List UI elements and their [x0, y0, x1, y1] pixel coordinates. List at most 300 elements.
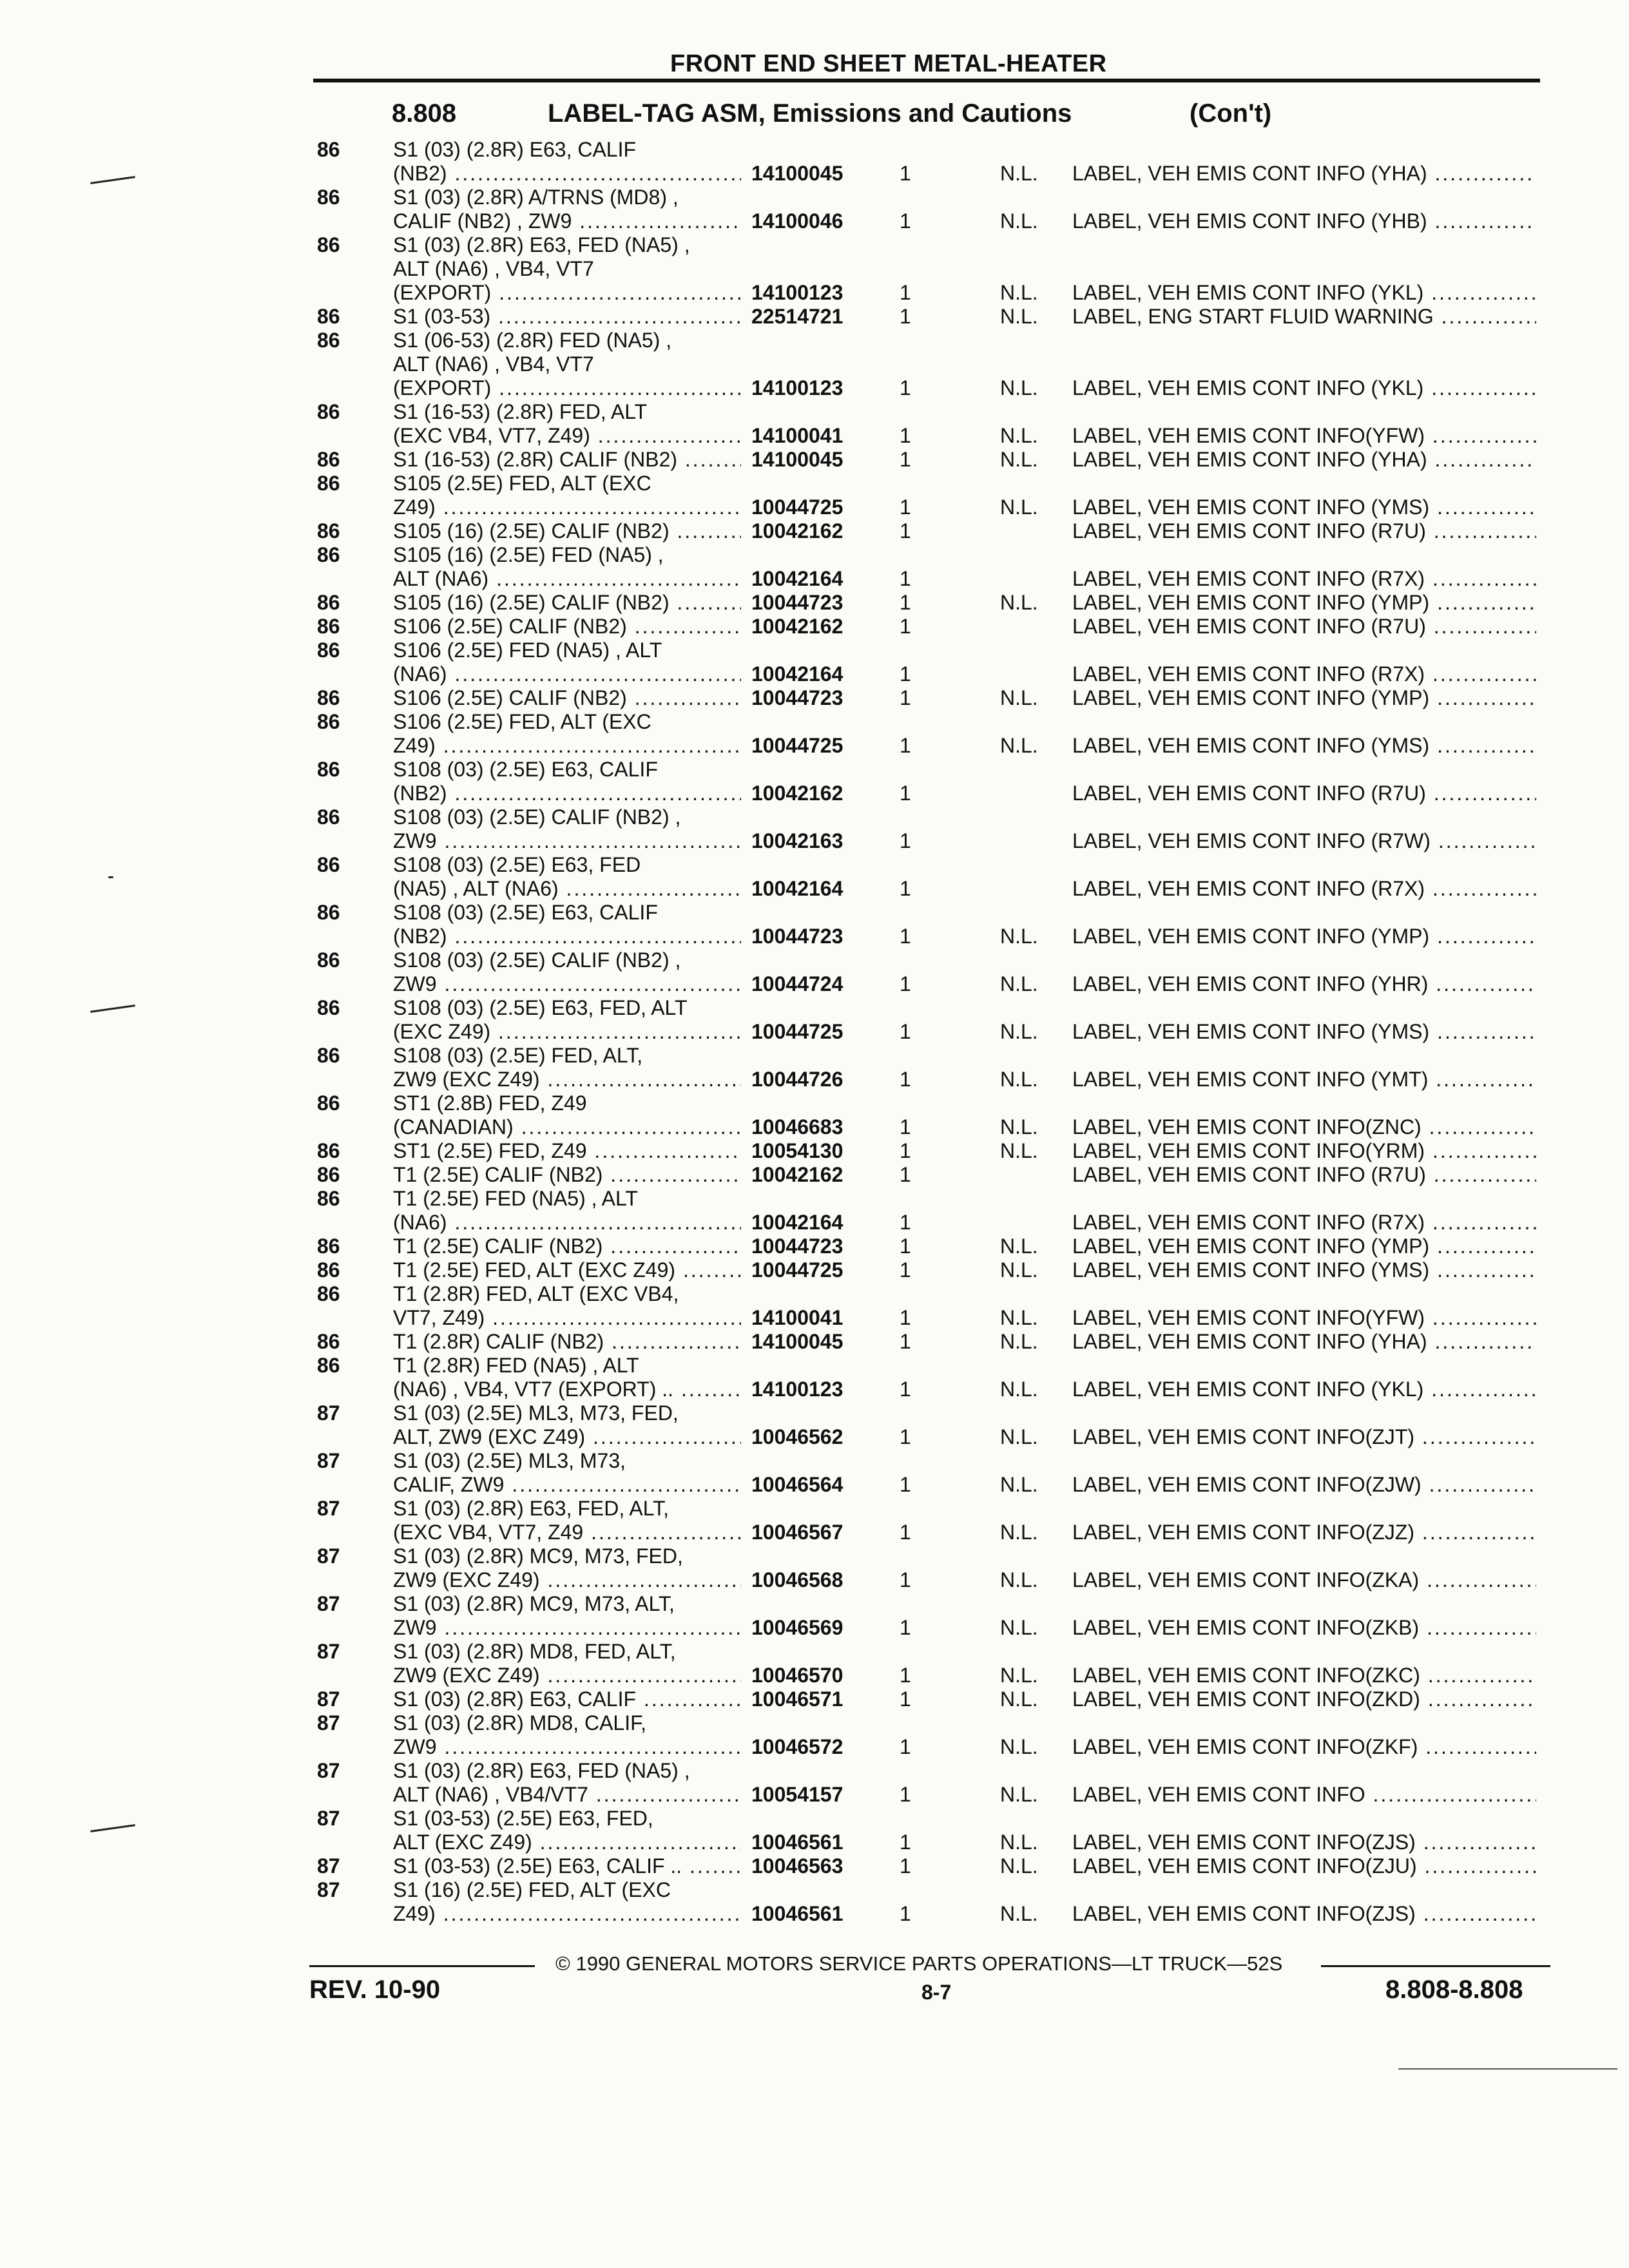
quantity: 1: [900, 1330, 911, 1353]
part-description: LABEL, VEH EMIS CONT INFO(ZNC) .....: [1072, 1115, 1536, 1139]
usage-description: S108 (03) (2.5E) FED, ALT,: [393, 1044, 643, 1067]
not-illustrated: N.L.: [1000, 1902, 1038, 1925]
not-illustrated: N.L.: [1000, 1568, 1038, 1591]
part-description: LABEL, VEH EMIS CONT INFO (YMT) .....: [1072, 1068, 1536, 1091]
part-description: LABEL, VEH EMIS CONT INFO (YMS) .....: [1072, 1020, 1536, 1044]
list-item: [0, 853, 1629, 877]
part-description: LABEL, VEH EMIS CONT INFO (YMP) .....: [1072, 591, 1536, 615]
part-description: LABEL, VEH EMIS CONT INFO (YHA) .....: [1072, 162, 1536, 186]
not-illustrated: N.L.: [1000, 305, 1038, 328]
not-illustrated: N.L.: [1000, 1258, 1038, 1282]
usage-description: S108 (03) (2.5E) E63, CALIF: [393, 758, 658, 781]
item-number: 86: [317, 329, 340, 352]
item-number: 87: [317, 1711, 340, 1735]
list-item: [0, 1544, 1629, 1568]
item-number: 86: [317, 1091, 340, 1115]
list-item: [0, 281, 1629, 305]
usage-description: S105 (2.5E) FED, ALT (EXC: [393, 472, 651, 495]
part-number: 10046561: [751, 1902, 843, 1925]
bottom-rule: [1398, 2068, 1617, 2070]
usage-description: ZW9 .....: [393, 972, 741, 996]
usage-description: (CANADIAN) .....: [393, 1115, 741, 1139]
part-number: 14100123: [751, 1378, 843, 1401]
usage-description: ALT (NA6) , VB4/VT7 .....: [393, 1783, 741, 1807]
usage-description: S1 (03) (2.8R) E63, CALIF: [393, 138, 637, 161]
usage-description: S1 (03) (2.8R) E63, CALIF .....: [393, 1687, 741, 1711]
part-description: LABEL, VEH EMIS CONT INFO(ZJZ) .....: [1072, 1521, 1536, 1544]
list-item: [0, 1664, 1629, 1687]
usage-description: S105 (16) (2.5E) FED (NA5) ,: [393, 543, 664, 566]
section-title: LABEL-TAG ASM, Emissions and Cautions: [548, 99, 1072, 128]
list-item: [0, 543, 1629, 567]
part-number: 10044725: [751, 734, 843, 757]
part-description: LABEL, VEH EMIS CONT INFO(YFW) .....: [1072, 424, 1536, 448]
list-item: [0, 1902, 1629, 1926]
quantity: 1: [900, 1258, 911, 1282]
quantity: 1: [900, 1687, 911, 1711]
part-description: LABEL, VEH EMIS CONT INFO (YHA) .....: [1072, 1330, 1536, 1354]
part-number: 14100041: [751, 1306, 843, 1329]
list-item: [0, 972, 1629, 996]
list-item: [0, 567, 1629, 591]
usage-description: Z49) .....: [393, 495, 741, 519]
list-item: [0, 1139, 1629, 1163]
not-illustrated: N.L.: [1000, 1306, 1038, 1329]
item-number: 86: [317, 948, 340, 972]
item-number: 87: [317, 1401, 340, 1425]
list-item: [0, 1878, 1629, 1902]
list-item: [0, 829, 1629, 853]
usage-description: S106 (2.5E) CALIF (NB2) .....: [393, 615, 741, 639]
item-number: 86: [317, 186, 340, 209]
item-number: 86: [317, 1235, 340, 1258]
part-number: 10054130: [751, 1139, 843, 1162]
usage-description: (NA5) , ALT (NA6) .....: [393, 877, 741, 901]
usage-description: S1 (03-53) .....: [393, 305, 741, 329]
usage-description: T1 (2.5E) FED (NA5) , ALT: [393, 1187, 638, 1210]
item-number: 87: [317, 1449, 340, 1472]
not-illustrated: N.L.: [1000, 1616, 1038, 1639]
not-illustrated: N.L.: [1000, 1473, 1038, 1496]
usage-description: S1 (03) (2.8R) E63, FED (NA5) ,: [393, 233, 690, 256]
list-item: [0, 1592, 1629, 1616]
quantity: 1: [900, 1783, 911, 1806]
usage-description: S1 (03) (2.8R) MD8, CALIF,: [393, 1711, 646, 1735]
list-item: [0, 591, 1629, 615]
item-number: 87: [317, 1640, 340, 1663]
item-number: 86: [317, 686, 340, 709]
list-item: [0, 519, 1629, 543]
quantity: 1: [900, 615, 911, 638]
list-item: [0, 495, 1629, 519]
not-illustrated: N.L.: [1000, 1735, 1038, 1758]
section-range: 8.808-8.808: [1385, 1975, 1523, 2004]
item-number: 86: [317, 639, 340, 662]
quantity: 1: [900, 1568, 911, 1591]
list-item: [0, 782, 1629, 805]
part-description: LABEL, VEH EMIS CONT INFO (R7W) .....: [1072, 829, 1536, 853]
part-number: 10046569: [751, 1616, 843, 1639]
list-item: [0, 424, 1629, 448]
part-description: LABEL, VEH EMIS CONT INFO (YMP) .....: [1072, 925, 1536, 948]
not-illustrated: N.L.: [1000, 1664, 1038, 1687]
list-item: [0, 901, 1629, 925]
part-description: LABEL, VEH EMIS CONT INFO(ZKA) .....: [1072, 1568, 1536, 1592]
part-number: 14100046: [751, 209, 843, 233]
part-description: LABEL, VEH EMIS CONT INFO (R7U) .....: [1072, 519, 1536, 543]
part-number: 10042164: [751, 662, 843, 686]
quantity: 1: [900, 1616, 911, 1639]
usage-description: S1 (03) (2.8R) E63, FED (NA5) ,: [393, 1759, 690, 1782]
part-description: LABEL, VEH EMIS CONT INFO(ZJS) .....: [1072, 1831, 1536, 1854]
list-item: [0, 1521, 1629, 1544]
part-number: 10042162: [751, 519, 843, 543]
list-item: [0, 1235, 1629, 1258]
not-illustrated: N.L.: [1000, 1020, 1038, 1043]
item-number: 87: [317, 1878, 340, 1901]
list-item: [0, 400, 1629, 424]
usage-description: S106 (2.5E) CALIF (NB2) .....: [393, 686, 741, 710]
list-item: [0, 1354, 1629, 1378]
list-item: [0, 1735, 1629, 1759]
quantity: 1: [900, 305, 911, 328]
part-description: LABEL, VEH EMIS CONT INFO(ZJT) .....: [1072, 1425, 1536, 1449]
part-description: LABEL, VEH EMIS CONT INFO (YMP) .....: [1072, 686, 1536, 710]
quantity: 1: [900, 1473, 911, 1496]
list-item: [0, 1759, 1629, 1783]
usage-description: ZW9 .....: [393, 1735, 741, 1759]
part-description: LABEL, VEH EMIS CONT INFO (YMS) .....: [1072, 734, 1536, 758]
list-item: [0, 1330, 1629, 1354]
list-item: [0, 1068, 1629, 1091]
part-description: LABEL, VEH EMIS CONT INFO(ZKF) .....: [1072, 1735, 1536, 1759]
usage-description: S108 (03) (2.5E) CALIF (NB2) ,: [393, 805, 681, 829]
part-description: LABEL, VEH EMIS CONT INFO (R7X) .....: [1072, 877, 1536, 901]
usage-description: S105 (16) (2.5E) CALIF (NB2) .....: [393, 591, 741, 615]
item-number: 86: [317, 448, 340, 471]
item-number: 86: [317, 1330, 340, 1353]
quantity: 1: [900, 686, 911, 709]
usage-description: S1 (03) (2.8R) E63, FED, ALT,: [393, 1497, 670, 1520]
list-item: [0, 472, 1629, 495]
footer-rule-left: [309, 1965, 535, 1967]
usage-description: (EXC Z49) .....: [393, 1020, 741, 1044]
part-number: 10044724: [751, 972, 843, 995]
quantity: 1: [900, 1139, 911, 1162]
usage-description: ZW9 .....: [393, 1616, 741, 1640]
part-number: 10046567: [751, 1521, 843, 1544]
item-number: 87: [317, 1592, 340, 1615]
not-illustrated: N.L.: [1000, 376, 1038, 399]
list-item: [0, 1449, 1629, 1473]
usage-description: Z49) .....: [393, 1902, 741, 1926]
usage-description: ALT (NA6) , VB4, VT7: [393, 257, 594, 280]
quantity: 1: [900, 1425, 911, 1448]
list-item: [0, 1473, 1629, 1497]
list-item: [0, 1687, 1629, 1711]
list-item: [0, 1783, 1629, 1807]
usage-description: S1 (03) (2.8R) MD8, FED, ALT,: [393, 1640, 676, 1663]
part-number: 10054157: [751, 1783, 843, 1806]
list-item: [0, 376, 1629, 400]
not-illustrated: N.L.: [1000, 925, 1038, 948]
usage-description: S1 (06-53) (2.8R) FED (NA5) ,: [393, 329, 672, 352]
not-illustrated: N.L.: [1000, 162, 1038, 185]
item-number: 86: [317, 472, 340, 495]
part-number: 10044723: [751, 591, 843, 614]
list-item: [0, 1020, 1629, 1044]
item-number: 86: [317, 1258, 340, 1282]
list-item: [0, 1616, 1629, 1640]
item-number: 86: [317, 1139, 340, 1162]
quantity: 1: [900, 1020, 911, 1043]
item-number: 86: [317, 1187, 340, 1210]
not-illustrated: N.L.: [1000, 1139, 1038, 1162]
usage-description: Z49) .....: [393, 734, 741, 758]
part-number: 14100045: [751, 448, 843, 471]
list-item: [0, 1163, 1629, 1187]
part-description: LABEL, VEH EMIS CONT INFO (R7X) .....: [1072, 1211, 1536, 1235]
usage-description: S108 (03) (2.5E) E63, FED, ALT: [393, 996, 688, 1019]
part-description: LABEL, VEH EMIS CONT INFO(ZKB) .....: [1072, 1616, 1536, 1640]
quantity: 1: [900, 1235, 911, 1258]
part-number: 10046564: [751, 1473, 843, 1496]
item-number: 86: [317, 519, 340, 543]
footer-rule-right: [1321, 1965, 1550, 1967]
quantity: 1: [900, 972, 911, 995]
not-illustrated: N.L.: [1000, 686, 1038, 709]
part-number: 14100123: [751, 376, 843, 399]
item-number: 86: [317, 901, 340, 924]
usage-description: ALT, ZW9 (EXC Z49) .....: [393, 1425, 741, 1449]
list-item: [0, 186, 1629, 209]
list-item: [0, 1258, 1629, 1282]
section-continued: (Con't): [1190, 99, 1272, 128]
part-number: 14100123: [751, 281, 843, 304]
usage-description: (EXPORT) .....: [393, 281, 741, 305]
list-item: [0, 1187, 1629, 1211]
part-description: LABEL, VEH EMIS CONT INFO (YHB) .....: [1072, 209, 1536, 233]
usage-description: (NA6) .....: [393, 1211, 741, 1235]
usage-description: (EXC VB4, VT7, Z49 .....: [393, 1521, 741, 1544]
list-item: [0, 1306, 1629, 1330]
usage-description: S105 (16) (2.5E) CALIF (NB2) .....: [393, 519, 741, 543]
list-item: [0, 1568, 1629, 1592]
not-illustrated: N.L.: [1000, 1330, 1038, 1353]
list-item: [0, 329, 1629, 352]
item-number: 86: [317, 805, 340, 829]
usage-description: S108 (03) (2.5E) E63, FED: [393, 853, 641, 876]
item-number: 86: [317, 543, 340, 566]
not-illustrated: N.L.: [1000, 972, 1038, 995]
usage-description: (NA6) .....: [393, 662, 741, 686]
item-number: 86: [317, 1163, 340, 1186]
quantity: 1: [900, 1521, 911, 1544]
quantity: 1: [900, 1115, 911, 1139]
not-illustrated: N.L.: [1000, 1115, 1038, 1139]
item-number: 87: [317, 1807, 340, 1830]
list-item: [0, 758, 1629, 782]
list-item: [0, 1807, 1629, 1831]
quantity: 1: [900, 1163, 911, 1186]
usage-description: S1 (03) (2.8R) MC9, M73, ALT,: [393, 1592, 675, 1615]
part-description: LABEL, VEH EMIS CONT INFO(YRM) .....: [1072, 1139, 1536, 1163]
usage-description: S1 (03-53) (2.5E) E63, FED,: [393, 1807, 653, 1830]
quantity: 1: [900, 519, 911, 543]
part-number: 10046561: [751, 1831, 843, 1854]
part-description: LABEL, VEH EMIS CONT INFO (YHA) .....: [1072, 448, 1536, 472]
quantity: 1: [900, 1664, 911, 1687]
quantity: 1: [900, 448, 911, 471]
quantity: 1: [900, 162, 911, 185]
not-illustrated: N.L.: [1000, 448, 1038, 471]
list-item: [0, 233, 1629, 257]
quantity: 1: [900, 1378, 911, 1401]
part-number: 10044723: [751, 686, 843, 709]
quantity: 1: [900, 567, 911, 590]
list-item: [0, 138, 1629, 162]
quantity: 1: [900, 209, 911, 233]
list-item: [0, 1711, 1629, 1735]
item-number: 87: [317, 1854, 340, 1878]
not-illustrated: N.L.: [1000, 1521, 1038, 1544]
list-item: [0, 615, 1629, 639]
quantity: 1: [900, 1068, 911, 1091]
part-number: 10042162: [751, 1163, 843, 1186]
not-illustrated: N.L.: [1000, 591, 1038, 614]
quantity: 1: [900, 662, 911, 686]
usage-description: (EXPORT) .....: [393, 376, 741, 400]
list-item: [0, 352, 1629, 376]
usage-description: S1 (03) (2.8R) MC9, M73, FED,: [393, 1544, 683, 1568]
list-item: [0, 257, 1629, 281]
usage-description: (NA6) , VB4, VT7 (EXPORT) .. .....: [393, 1378, 741, 1401]
usage-description: S1 (03) (2.5E) ML3, M73,: [393, 1449, 626, 1472]
not-illustrated: N.L.: [1000, 209, 1038, 233]
part-number: 10046683: [751, 1115, 843, 1139]
page-number: 8-7: [921, 1981, 952, 2004]
item-number: 87: [317, 1759, 340, 1782]
list-item: [0, 948, 1629, 972]
part-description: LABEL, VEH EMIS CONT INFO(ZJW) .....: [1072, 1473, 1536, 1497]
part-description: LABEL, VEH EMIS CONT INFO (R7U) .....: [1072, 1163, 1536, 1187]
part-number: 10042162: [751, 782, 843, 805]
usage-description: ZW9 (EXC Z49) .....: [393, 1664, 741, 1687]
part-number: 10042164: [751, 877, 843, 900]
part-description: LABEL, VEH EMIS CONT INFO (R7X) .....: [1072, 662, 1536, 686]
usage-description: S1 (16-53) (2.8R) FED, ALT: [393, 400, 648, 423]
usage-description: ALT (EXC Z49) .....: [393, 1831, 741, 1854]
list-item: [0, 1091, 1629, 1115]
usage-description: (EXC VB4, VT7, Z49) .....: [393, 424, 741, 448]
usage-description: T1 (2.8R) CALIF (NB2) .....: [393, 1330, 741, 1354]
usage-description: ST1 (2.5E) FED, Z49 .....: [393, 1139, 741, 1163]
part-description: LABEL, VEH EMIS CONT INFO(ZJU) .....: [1072, 1854, 1536, 1878]
usage-description: S1 (03) (2.8R) A/TRNS (MD8) ,: [393, 186, 679, 209]
list-item: [0, 1211, 1629, 1235]
list-item: [0, 996, 1629, 1020]
list-item: [0, 1425, 1629, 1449]
not-illustrated: N.L.: [1000, 1687, 1038, 1711]
part-description: LABEL, VEH EMIS CONT INFO (R7X) .....: [1072, 567, 1536, 591]
usage-description: S1 (16) (2.5E) FED, ALT (EXC: [393, 1878, 671, 1901]
revision-date: REV. 10-90: [309, 1975, 441, 2004]
list-item: [0, 662, 1629, 686]
quantity: 1: [900, 1211, 911, 1234]
part-number: 10044723: [751, 1235, 843, 1258]
part-number: 10046571: [751, 1687, 843, 1711]
usage-description: S108 (03) (2.5E) E63, CALIF: [393, 901, 658, 924]
quantity: 1: [900, 1306, 911, 1329]
item-number: 86: [317, 400, 340, 423]
usage-description: T1 (2.5E) CALIF (NB2) .....: [393, 1235, 741, 1258]
part-description: LABEL, VEH EMIS CONT INFO (R7U) .....: [1072, 615, 1536, 639]
part-number: 10044723: [751, 925, 843, 948]
list-item: [0, 209, 1629, 233]
not-illustrated: N.L.: [1000, 495, 1038, 519]
usage-description: S1 (16-53) (2.8R) CALIF (NB2) .....: [393, 448, 741, 472]
part-number: 14100045: [751, 162, 843, 185]
usage-description: S108 (03) (2.5E) CALIF (NB2) ,: [393, 948, 681, 972]
part-number: 10044725: [751, 1020, 843, 1043]
part-description: LABEL, VEH EMIS CONT INFO (YMS) .....: [1072, 1258, 1536, 1282]
title-rule: [313, 79, 1540, 82]
item-number: 86: [317, 996, 340, 1019]
part-number: 10046562: [751, 1425, 843, 1448]
usage-description: ALT (NA6) .....: [393, 567, 741, 591]
part-number: 10044725: [751, 1258, 843, 1282]
item-number: 86: [317, 710, 340, 733]
part-description: LABEL, VEH EMIS CONT INFO (R7U) .....: [1072, 782, 1536, 805]
usage-description: S106 (2.5E) FED (NA5) , ALT: [393, 639, 662, 662]
list-item: [0, 1497, 1629, 1521]
usage-description: CALIF (NB2) , ZW9 .....: [393, 209, 741, 233]
not-illustrated: N.L.: [1000, 1068, 1038, 1091]
list-item: [0, 1044, 1629, 1068]
quantity: 1: [900, 281, 911, 304]
usage-description: ZW9 (EXC Z49) .....: [393, 1568, 741, 1592]
quantity: 1: [900, 925, 911, 948]
part-description: LABEL, VEH EMIS CONT INFO (YMP) .....: [1072, 1235, 1536, 1258]
part-number: 22514721: [751, 305, 843, 328]
part-description: LABEL, VEH EMIS CONT INFO (YHR) .....: [1072, 972, 1536, 996]
part-number: 10042164: [751, 1211, 843, 1234]
usage-description: T1 (2.8R) FED, ALT (EXC VB4,: [393, 1282, 679, 1305]
list-item: [0, 448, 1629, 472]
item-number: 86: [317, 1282, 340, 1305]
list-item: [0, 925, 1629, 948]
part-number: 10046572: [751, 1735, 843, 1758]
part-number: 10042164: [751, 567, 843, 590]
usage-description: VT7, Z49) .....: [393, 1306, 741, 1330]
list-item: [0, 710, 1629, 734]
usage-description: T1 (2.8R) FED (NA5) , ALT: [393, 1354, 639, 1377]
part-number: 10044726: [751, 1068, 843, 1091]
part-number: 14100045: [751, 1330, 843, 1353]
list-item: [0, 1831, 1629, 1854]
usage-description: S1 (03) (2.5E) ML3, M73, FED,: [393, 1401, 679, 1425]
usage-description: ZW9 .....: [393, 829, 741, 853]
list-item: [0, 877, 1629, 901]
usage-description: T1 (2.5E) CALIF (NB2) .....: [393, 1163, 741, 1187]
list-item: [0, 1378, 1629, 1401]
list-item: [0, 805, 1629, 829]
quantity: 1: [900, 782, 911, 805]
list-item: [0, 1282, 1629, 1306]
item-number: 87: [317, 1497, 340, 1520]
not-illustrated: N.L.: [1000, 1235, 1038, 1258]
list-item: [0, 1401, 1629, 1425]
